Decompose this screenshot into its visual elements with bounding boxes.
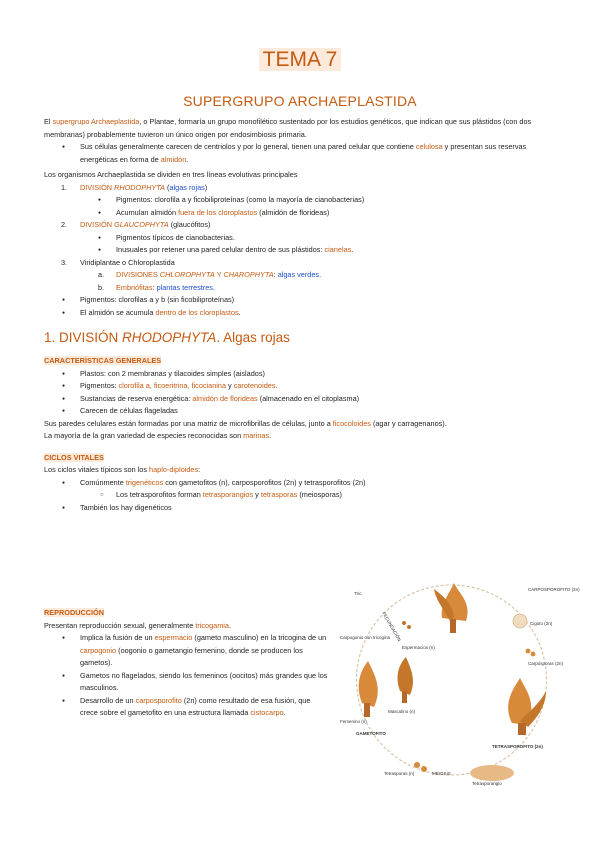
- paragraph-paredes: Sus paredes celulares están formadas por una matriz de microfibrillas de células, junto a ficocoloides (agar y carragenanos).: [44, 418, 447, 428]
- label-meiosis: MEIOSIS: [432, 771, 451, 776]
- tetrasporangio-illustration: [470, 765, 514, 781]
- list-item: ● Pigmentos: clorofila a, ficoeritrina, ficocianina y carotenoides.: [44, 380, 564, 393]
- label-espermacios: Espermacios (n): [402, 645, 435, 650]
- paragraph-marinas: La mayoría de la gran variedad de especies reconocidas son marinas.: [44, 431, 272, 440]
- list-item: ● Gametos no flagelados, siendo los femeninos (oocitos) más grandes que los masculinos.: [44, 670, 329, 695]
- label-masculino: Masculino (n): [388, 709, 416, 714]
- document-body: [44, 116, 564, 514]
- label-tricogina: Tric.: [354, 591, 363, 596]
- list-item: ● Pigmentos: clorofila a y ficobiliproteínas (como la mayoría de cianobacterias): [44, 194, 564, 207]
- intro-paragraph: El supergrupo Archaeplastida, o Plantae, formaría un grupo monofilético sustentado por los estudios genéticos, que indican que sus plástidos (con dos membranas) probablemente tuvieron un único origen por endosimbiosis primaria.: [44, 117, 532, 139]
- list-item: ● Carecen de células flageladas: [44, 405, 564, 418]
- line-item-glaucophyta: 2. DIVISIÓN GLAUCOPHYTA (glaucófitos): [61, 220, 211, 229]
- label-fecundacion: FECUNDACIÓN: [381, 611, 402, 643]
- carpospora-icon: [526, 649, 531, 654]
- label-carposporas: Carpósporas (2n): [528, 661, 564, 666]
- tetrasporofito-illustration: [508, 678, 546, 735]
- paragraph-ciclos: Los ciclos vitales típicos son los haplo-diploides:: [44, 465, 201, 474]
- list-item: ● Inusuales por retener una pared celular dentro de sus plástidos: cianelas.: [44, 244, 564, 257]
- list-item: ● Desarrollo de un carposporofito (2n) como resultado de esa fusión, que crece sobre el gametofito en una estructura llamada cistocarpo.: [44, 695, 329, 720]
- list-item: ● Pigmentos: clorofilas a y b (sin ficobiliproteínas): [44, 294, 564, 307]
- list-item: ● Implica la fusión de un espermacio (gameto masculino) en la tricogina de un carpogonio (oogonio o gametangio femenino, donde se producen los gametos).: [44, 632, 329, 670]
- tetraspora-icon: [421, 766, 427, 772]
- list-item: ● El almidón se acumula dentro de los cloroplastos.: [44, 307, 564, 320]
- list-item: ● Comúnmente trigenéticos con gametofitos (n), carposporofitos (2n) y tetrasporofitos (2n): [44, 477, 564, 490]
- espermacio-icon: [402, 621, 406, 625]
- heading-ciclos: CICLOS VITALES: [44, 452, 104, 462]
- list-item: ● Plastos: con 2 membranas y tilacoides simples (aislados): [44, 368, 564, 381]
- label-carpogonio: Carpogonio con tricogina: [340, 635, 391, 640]
- list-item: ● Acumulan almidón fuera de los cloroplastos (almidón de florideas): [44, 207, 564, 220]
- label-carposporofito: CARPOSPOROFITO (2n): [528, 587, 580, 592]
- section-heading-rhodophyta: 1. DIVISIÓN RHODOPHYTA. Algas rojas: [44, 330, 290, 345]
- label-gametofito: GAMETOFITO: [356, 731, 386, 736]
- line-item-rhodophyta: 1. DIVISIÓN RHODOPHYTA (algas rojas): [61, 182, 208, 192]
- gametofito-masculino-illustration: [398, 657, 413, 703]
- intro-bullet: ● Sus células generalmente carecen de centriolos y por lo general, tienen una pared celular que contiene celulosa y presentan sus reservas energéticas en forma de almidón.: [44, 141, 564, 166]
- espermacio-icon: [407, 625, 411, 629]
- label-tetrasporofito: TETRASPOROFITO (2n): [492, 744, 543, 749]
- carpospora-icon: [531, 652, 536, 657]
- tetraspora-icon: [414, 762, 420, 768]
- lines-intro: Los organismos Archaeplastida se dividen en tres líneas evolutivas principales: [44, 170, 298, 179]
- life-cycle-figure: [332, 573, 580, 788]
- carposporofito-illustration: [434, 583, 468, 633]
- paragraph-reproduccion: Presentan reproducción sexual, generalmente tricogamia.: [44, 620, 232, 630]
- list-item: ● Pigmentos típicos de cianobacterias.: [44, 232, 564, 245]
- label-tetrasporangio: Tetrasporangio: [472, 781, 502, 786]
- list-item: ● Sustancias de reserva energética: almidón de florideas (almacenado en el citoplasma): [44, 393, 564, 406]
- reproduccion-section: [44, 603, 329, 720]
- list-item: a. DIVISIONES CHLOROPHYTA Y CHAROPHYTA: algas verdes.: [98, 270, 322, 279]
- label-femenino: Femenino (n): [340, 719, 367, 724]
- line-item-viridiplantae: 3. Viridiplantae o Chloroplastida: [61, 257, 175, 267]
- list-item: b. Embriófitas: plantas terrestres.: [98, 282, 215, 292]
- label-cigoto: Cigoto (2n): [530, 621, 553, 626]
- cigoto-illustration: [513, 614, 527, 628]
- heading-reproduccion: REPRODUCCIÓN: [44, 608, 104, 617]
- label-tetrasporas: Tetrasporas (n): [384, 771, 415, 776]
- page-title: TEMA 7: [0, 48, 600, 72]
- list-item: ● También los hay digenéticos: [44, 502, 564, 515]
- list-item: ○ Los tetrasporofitos forman tetrasporangios y tetrasporas (meiosporas): [44, 489, 564, 502]
- heading-caracteristicas: CARACTERÍSTICAS GENERALES: [44, 356, 162, 365]
- page-subtitle: SUPERGRUPO ARCHAEPLASTIDA: [183, 93, 417, 109]
